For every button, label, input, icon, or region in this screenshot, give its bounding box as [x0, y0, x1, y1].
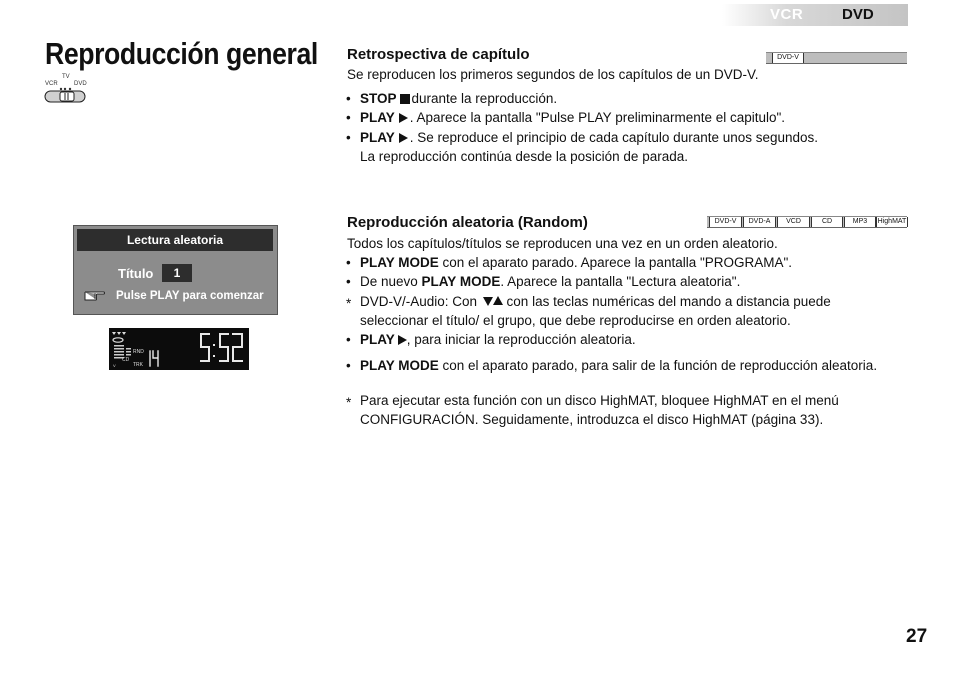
cd-indicator: CD [122, 357, 130, 363]
format-tag: MP3 [844, 217, 876, 227]
section2-step-5: • PLAY MODE con el aparato parado, para salir de la función de reproducción aleatoria. [346, 358, 878, 373]
format-tag: DVD-A [743, 217, 776, 227]
stop-icon [400, 94, 410, 104]
key-play: PLAY [360, 110, 395, 125]
random-playback-screen [73, 225, 278, 315]
arrow-up-icon [493, 296, 503, 305]
front-panel-display [109, 328, 249, 370]
section2-step-3: * DVD-V/-Audio: Con con las teclas numéricas del mando a distancia puede [346, 294, 831, 311]
key-play-mode: PLAY MODE [360, 255, 439, 270]
page-title: Reproducción general [45, 36, 318, 71]
key-play: PLAY [360, 130, 395, 145]
mode-switch-graphic [44, 74, 94, 106]
section2-step-3-continued: seleccionar el título/ el grupo, que debe reproducirse en orden aleatorio. [360, 313, 791, 328]
play-icon [399, 113, 408, 123]
section2-heading: Reproducción aleatoria (Random) [347, 214, 588, 231]
mode-dvd-label: DVD [842, 6, 874, 23]
key-play-mode: PLAY MODE [421, 274, 501, 289]
format-tag: CD [811, 217, 843, 227]
switch-dvd-label: DVD [74, 81, 87, 87]
switch-vcr-label: VCR [45, 81, 58, 87]
section2-note: * Para ejecutar esta función con un disco HighMAT, bloquee HighMAT en el menú [346, 393, 839, 410]
section1-step-1: • STOP durante la reproducción. [346, 91, 558, 106]
format-tag: DVD-V [772, 53, 804, 63]
page-number: 27 [906, 626, 928, 647]
mode-vcr-label: VCR [770, 6, 804, 23]
key-play: PLAY [360, 332, 395, 347]
osd-title-value: 1 [162, 264, 192, 282]
rnd-indicator: RND [133, 349, 144, 355]
section1-intro: Se reproducen los primeros segundos de los capítulos de un DVD-V. [347, 67, 759, 82]
key-play-mode: PLAY MODE [360, 358, 439, 373]
section1-heading: Retrospectiva de capítulo [347, 46, 530, 63]
play-icon [398, 335, 407, 345]
format-tag: VCD [777, 217, 810, 227]
section1-step-3-continued: La reproducción continúa desde la posición de parada. [360, 149, 688, 164]
play-icon [399, 133, 408, 143]
arrow-down-icon [483, 297, 493, 306]
osd-hint: Pulse PLAY para comenzar [116, 290, 264, 302]
section2-step-4: • PLAY , para iniciar la reproducción aleatoria. [346, 332, 636, 347]
svg-text:V: V [113, 363, 116, 368]
trk-indicator: TRK [133, 362, 143, 368]
section2-step-1: • PLAY MODE con el aparato parado. Aparece la pantalla "PROGRAMA". [346, 255, 793, 270]
switch-slider-icon [44, 86, 88, 104]
section2-note-continued: CONFIGURACIÓN. Seguidamente, introduzca el disco HighMAT (página 33). [360, 412, 824, 427]
osd-header: Lectura aleatoria [77, 229, 273, 251]
format-tag: DVD-V [709, 217, 742, 227]
display-segments [109, 328, 249, 370]
section1-step-3: • PLAY . Se reproduce el principio de cada capítulo durante unos segundos. [346, 130, 819, 145]
section1-format-tags [766, 52, 907, 64]
section2-step-2: • De nuevo PLAY MODE. Aparece la pantalla "Lectura aleatoria". [346, 274, 741, 289]
pointing-hand-icon [84, 288, 106, 302]
switch-tv-label: TV [62, 74, 70, 80]
key-stop: STOP [360, 91, 397, 106]
section1-step-2: • PLAY . Aparece la pantalla "Pulse PLAY preliminarmente el capitulo". [346, 110, 786, 125]
mode-bar [722, 4, 908, 26]
section2-intro: Todos los capítulos/títulos se reproducen una vez en un orden aleatorio. [347, 236, 778, 251]
section2-format-tags [707, 216, 907, 228]
osd-title-label: Título [118, 266, 154, 281]
format-tag: HighMAT [877, 218, 907, 225]
